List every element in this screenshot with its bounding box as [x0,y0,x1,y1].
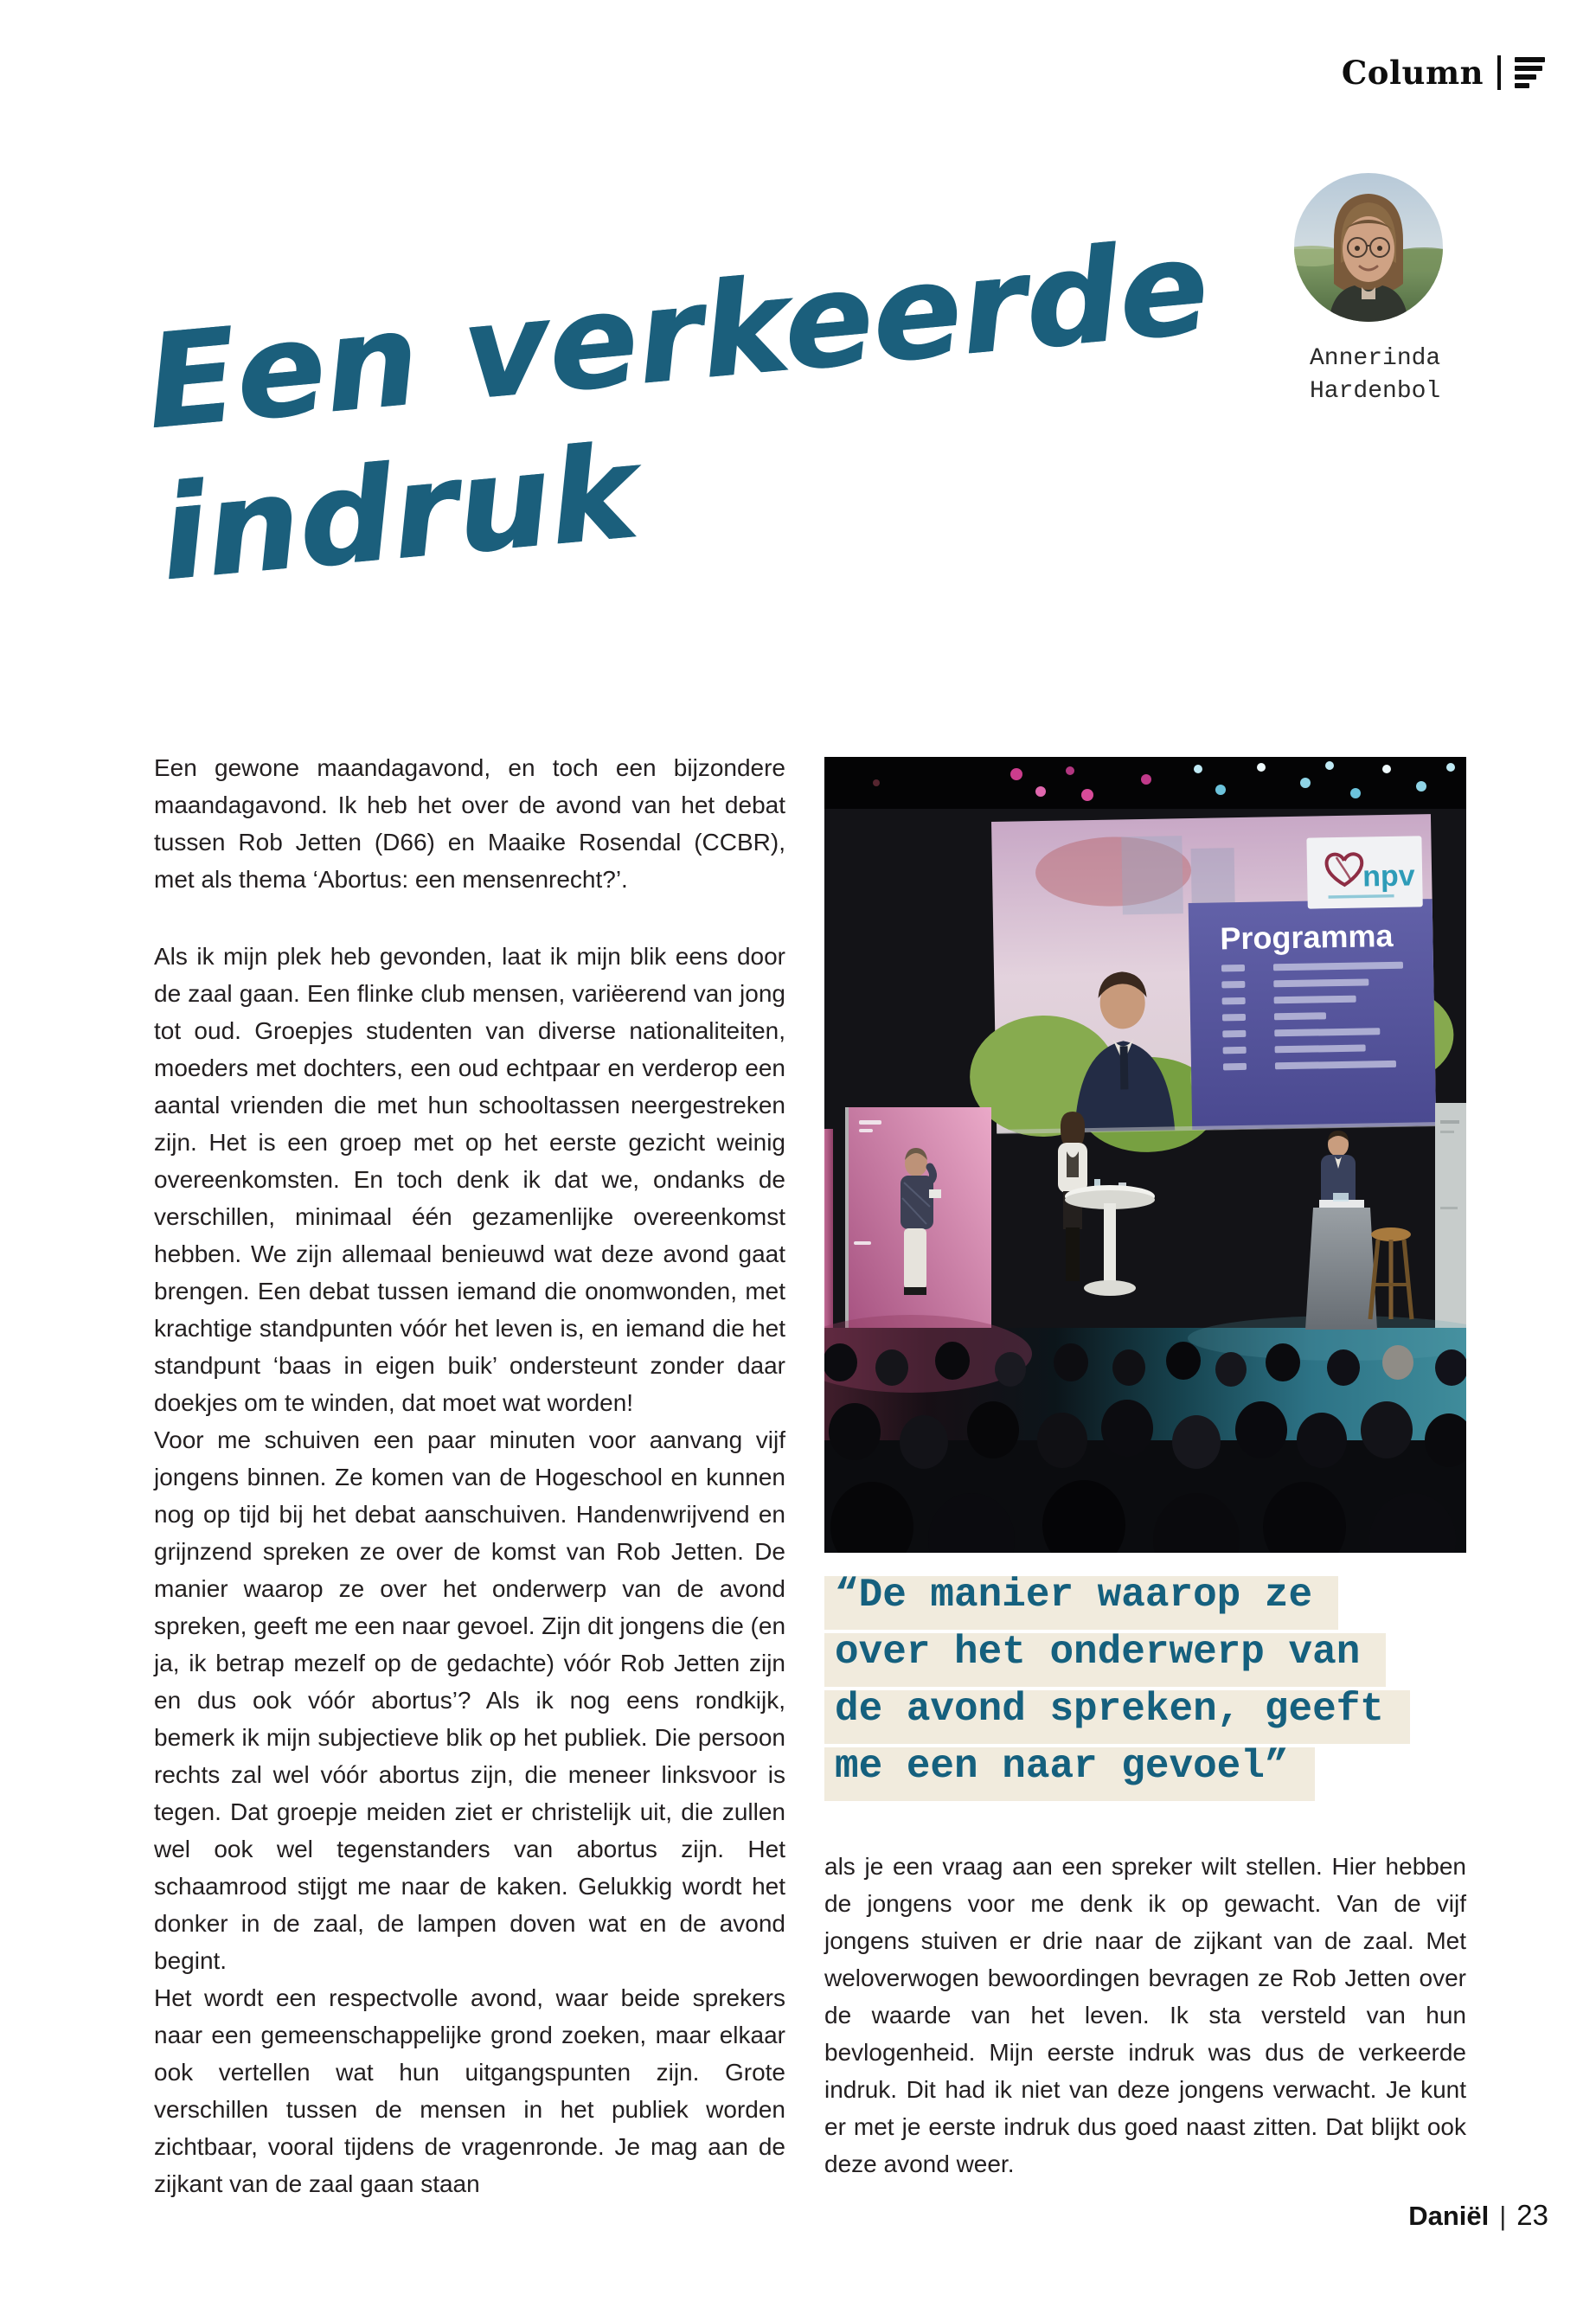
body-column-right [824,1848,1466,2182]
footer-page-number: 23 [1516,2199,1548,2231]
article-title [140,211,1227,611]
body-column-left [154,749,785,2202]
quote-line [824,1687,1410,1744]
paragraph: als je een vraag aan een spreker wilt stellen. Hier hebben de jongens voor me denk ik op gewacht. Van de vijf jongens stuiven er drie naar de zijkant van de zaal. Met weloverwogen bewoordingen bevragen ze Rob Jetten over de waarde van het leven. Ik sta versteld van hun bevlogenheid. Mijn eerste indruk was dus de verkeerde indruk. Dit had ik niet van deze jongens verwacht. Je kunt er met je eerste indruk dus goed naast zitten. Dat blijkt ook deze avond weer. [824,1853,1466,2177]
title-line-1: Een verkeerde [140,212,1215,459]
pull-quote [824,1573,1482,1804]
footer-divider: | [1499,2201,1507,2231]
paragraph: Een gewone maandagavond, en toch een bijzondere maandagavond. Ik heb het over de avond van het debat tussen Rob Jetten (D66) en Maaike Rosendal (CCBR), met als thema ‘Abortus: een mensenrecht?’. [154,754,785,893]
author-name [1310,343,1440,408]
right-side-panel [1435,1103,1466,1356]
author-avatar [1294,173,1443,322]
page-footer [1408,2199,1548,2232]
quote-line-text: de avond spreken, geeft [835,1687,1384,1732]
title-line-2: indruk [154,417,644,611]
quote-line [824,1630,1386,1687]
quote-line [824,1573,1338,1630]
page-header [1342,54,1545,92]
quote-line-text: over het onderwerp van [835,1630,1361,1675]
header-divider [1497,55,1501,90]
stage-lights [824,757,1466,809]
text-lines-icon [1515,57,1545,88]
author-last-name: Hardenbol [1310,378,1441,405]
npv-logo-text: npv [1362,859,1415,894]
header-section-label: Column [1341,54,1484,92]
projection-screen [965,814,1456,1156]
paragraph: Het wordt een respectvolle avond, waar beide sprekers naar een gemeenschappelijke grond zoeken, maar elkaar ook vertellen wat hun uitgangspunten zijn. Grote verschillen tussen de mensen in het publiek worden zichtbaar, vooral tijdens de vragenronde. Je mag aan de zijkant van de zaal gaan staan [154,1984,785,2197]
paragraph: Voor me schuiven een paar minuten voor aanvang vijf jongens binnen. Ze komen van de Hogeschool en kunnen nog op tijd bij het debat aanschuiven. Handenwrijvend en grijnzend spreken ze over de komst van Rob Jetten. De manier waarop ze over het onderwerp van de avond spreken, geeft me een naar gevoel. Zijn dit jongens die (en ja, ik betrap mezelf op de gedachte) vóór Rob Jetten zijn en dus ook vóór abortus’? Als ik nog eens rondkijk, bemerk ik mijn subjectieve blik op het publiek. Die persoon rechts zal wel vóór abortus zijn, die meneer linksvoor is tegen. Dat groepje meiden ziet er christelijk uit, die zullen wel ook wel tegenstanders van abortus zijn. Het schaamrood stijgt me naar de kaken. Gelukkig wordt het donker in de zaal, de lampen doven wat en de avond begint. [154,1426,786,1974]
podium [1305,1193,1377,1330]
paragraph: Als ik mijn plek heb gevonden, laat ik mijn blik eens door de zaal gaan. Een flinke club mensen, variëerend van jong tot oud. Groepjes studenten van diverse nationaliteiten, moeders met dochters, een oud echtpaar en verderop een aantal vrienden die met hun schooltassen neergestreken zijn. Het is een groep met op het eerste gezicht weinig overeenkomsten. En toch denk ik dat we, ondanks de verschillen, minimaal één gezamenlijke overeenkomst hebben. We zijn allemaal benieuwd wat deze avond gaat brengen. Een debat tussen iemand die onomwonden, met krachtige standpunten vóór het leven is, en iemand die het standpunt ‘baas in eigen buik’ ondersteunt zonder daar doekjes om te winden, dat moet wat worden! [154,943,785,1416]
author-first-name: Annerinda [1310,345,1441,372]
quote-line-text: me een naar gevoel” [835,1744,1289,1789]
screen-heading: Programma [1220,917,1394,957]
stage-photo [824,757,1466,1553]
npv-logo [1306,836,1422,908]
quote-line-text: “De manier waarop ze [835,1573,1313,1618]
author-avatar-art [1294,173,1443,322]
quote-line [824,1744,1315,1801]
footer-magazine-name: Daniël [1408,2201,1490,2231]
